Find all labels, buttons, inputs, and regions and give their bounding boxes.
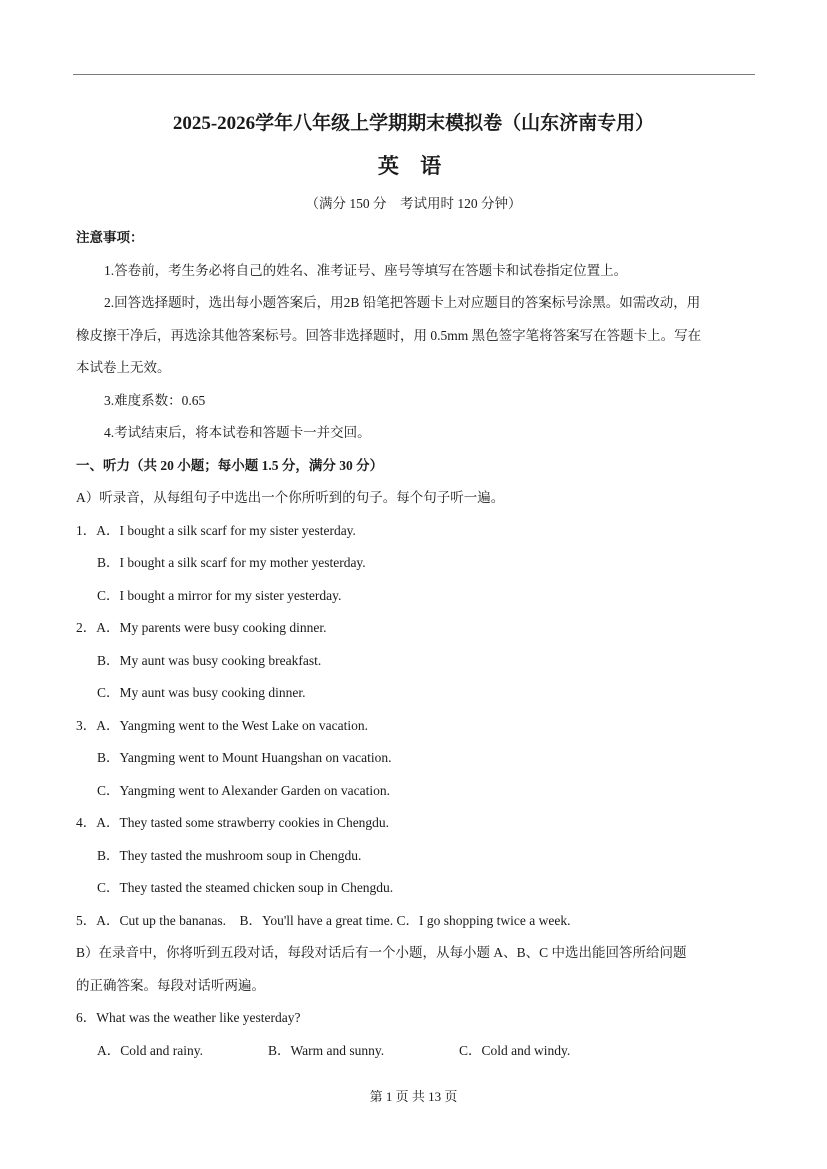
page-footer: 第 1 页 共 13 页 (369, 1089, 458, 1104)
question-option: A．Cold and rainy. (97, 1043, 203, 1058)
exam-info: （满分 150 分 考试用时 120 分钟） (305, 196, 522, 211)
question-option: 2．A．My parents were busy cooking dinner. (76, 620, 327, 635)
question-option: B．Yangming went to Mount Huangshan on vacation. (97, 750, 392, 765)
question-option: C．Yangming went to Alexander Garden on vacation. (97, 783, 390, 798)
question-option: 1．A．I bought a silk scarf for my sister yesterday. (76, 523, 356, 538)
note-item: 1.答卷前，考生务必将自己的姓名、准考证号、座号等填写在答题卡和试卷指定位置上。 (104, 263, 628, 278)
note-item: 橡皮擦干净后，再选涂其他答案标号。回答非选择题时，用 0.5mm 黑色签字笔将答案写在答题卡上。写在 (76, 328, 702, 343)
exam-title: 2025-2026学年八年级上学期期末模拟卷（山东济南专用） (172, 113, 655, 134)
section-heading: 一、听力（共 20 小题；每小题 1.5 分，满分 30 分） (76, 458, 384, 473)
part-b-instruction: 的正确答案。每段对话听两遍。 (76, 978, 265, 993)
part-b-instruction: B）在录音中，你将听到五段对话，每段对话后有一个小题，从每小题 A、B、C 中选出能回答所给问题 (76, 945, 687, 960)
question-option: B．I bought a silk scarf for my mother yesterday. (97, 555, 366, 570)
question-text: 6．What was the weather like yesterday? (76, 1010, 301, 1025)
note-item: 本试卷上无效。 (76, 360, 171, 375)
question-option: C．They tasted the steamed chicken soup in Chengdu. (97, 880, 394, 895)
question-option: C．I bought a mirror for my sister yesterday. (97, 588, 342, 603)
question-option: 3．A．Yangming went to the West Lake on vacation. (76, 718, 368, 733)
question-option: C．My aunt was busy cooking dinner. (97, 685, 306, 700)
note-item: 3.难度系数：0.65 (104, 393, 206, 408)
question-option: C．Cold and windy. (459, 1043, 571, 1058)
question-option: 5．A．Cut up the bananas. B．You'll have a great time. C．I go shopping twice a week. (76, 913, 571, 928)
question-option: B．My aunt was busy cooking breakfast. (97, 653, 322, 668)
part-a-instruction: A）听录音，从每组句子中选出一个你所听到的句子。每个句子听一遍。 (76, 490, 505, 505)
subject-title: 英 语 (377, 154, 450, 178)
question-option: B．Warm and sunny. (268, 1043, 385, 1058)
header-rule (73, 74, 755, 75)
note-item: 4.考试结束后，将本试卷和答题卡一并交回。 (104, 425, 371, 440)
question-option: 4．A．They tasted some strawberry cookies in Chengdu. (76, 815, 390, 830)
question-option: B．They tasted the mushroom soup in Chengdu. (97, 848, 362, 863)
note-item: 2.回答选择题时，选出每小题答案后，用2B 铅笔把答题卡上对应题目的答案标号涂黑。如需改动，用 (104, 295, 701, 310)
notes-heading: 注意事项： (76, 230, 144, 245)
